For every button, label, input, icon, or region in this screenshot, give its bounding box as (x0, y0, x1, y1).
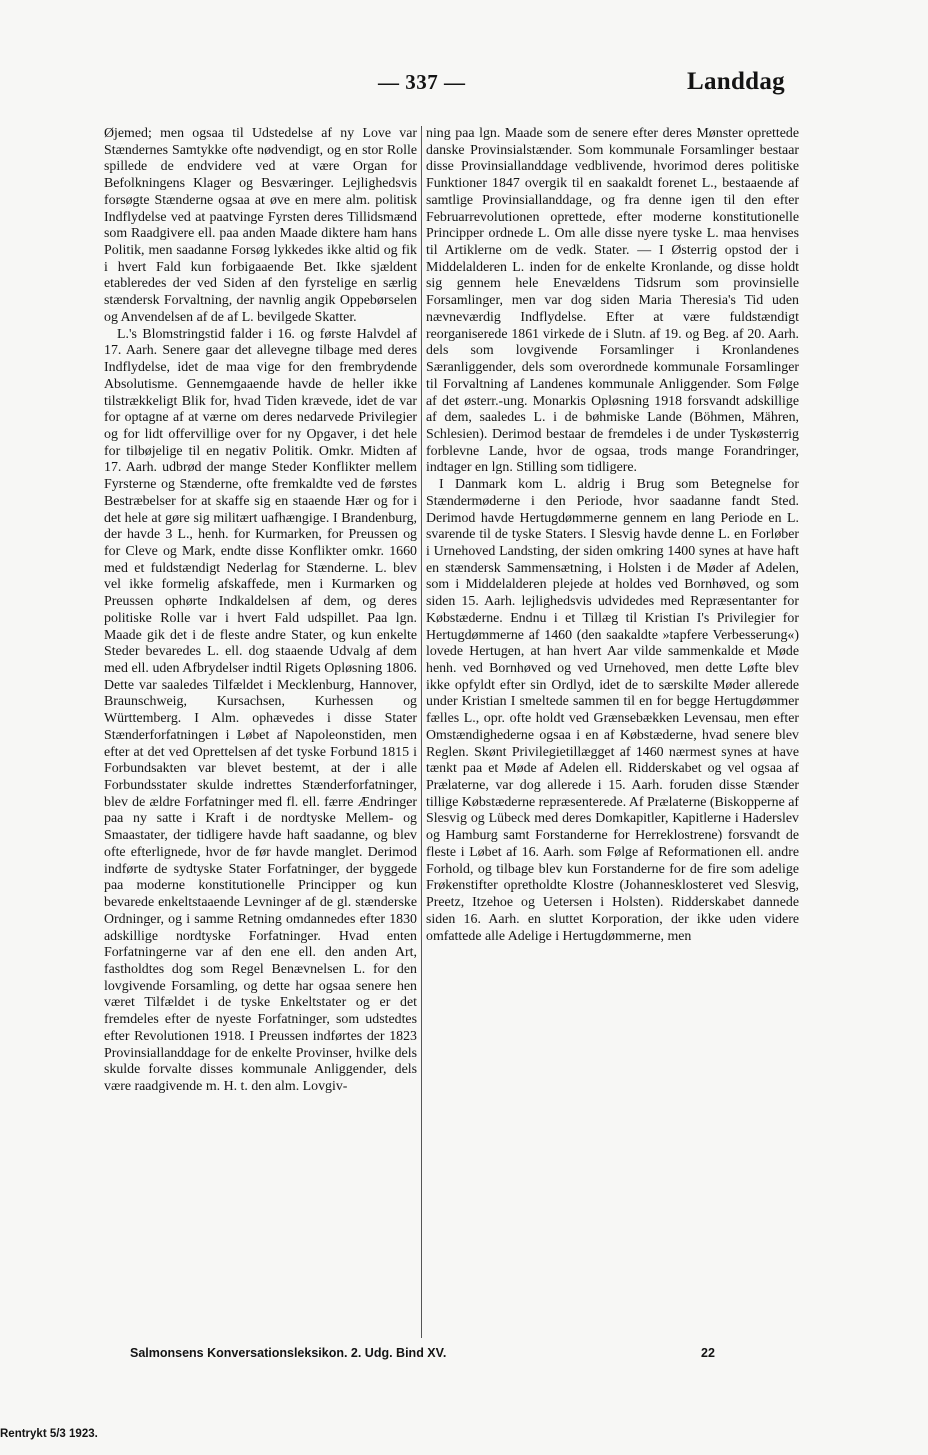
page-number: — 337 — (378, 70, 466, 94)
paragraph: ning paa lgn. Maade som de senere efter deres Mønster oprettede danske Provinsialstænder. Som kommunale Forsamlinger bestaar disse Provinsiallanddage vedblivende, hvorimod deres politiske Funktioner 1847 overgik til en saakaldt forenet L., bestaaende af samtlige Provinsiallanddage, og fra denne igen til den efter Februarrevolutionen oprettede, efter moderne konstitutionelle Principper ordnede L. Om alle disse nyere tyske L. maa henvises til Artiklerne om de vedk. Stater. — I Østerrig opstod der i Middelalderen L. inden for de enkelte Kronlande, og disse holdt sig gennem hele Enevældens Tidsrum som provinsielle Forsamlinger, men var dog siden Maria Theresia's Tid uden nævneværdig Indflydelse. Efter at være fuldstændigt reorganiserede 1861 virkede de i Slutn. af 19. og Beg. af 20. Aarh. dels som lovgivende Forsamlinger i Kronlandenes Særanliggender, dels som overordnede kommunale Forsamlinger til Forvaltning af Landenes kommunale Anliggender. Som Følge af det østerr.-ung. Monarkis Opløsning 1918 forsvandt adskillige af dem, saaledes L. i de bøhmiske Lande (Böhmen, Mähren, Schlesien). Derimod bestaar de fremdeles i de under Tyskøsterrig forblevne Lande, hvor de ogsaa, trods mange Forandringer, indtager en lgn. Stilling som tidligere. (426, 126, 799, 476)
column-divider (421, 126, 422, 1338)
paragraph: I Danmark kom L. aldrig i Brug som Betegnelse for Stændermøderne i den Periode, hvor saadanne fandt Sted. Derimod havde Hertugdømmerne gennem en lang Periode en L. svarende til de tyske Staters. I Slesvig havde denne L. en Forløber i Urnehoved Landsting, der siden omkring 1400 synes at have haft en stændersk Sammensætning, i Holsten i de Møder af Adelen, som i Middelalderen plejede at holdes ved Bornhøved, og som siden 15. Aarh. lejlighedsvis udvidedes med Repræsentanter for Købstæderne. Endnu i et Tillæg til Kristian I's Privilegier for Hertugdømmerne af 1460 (den saakaldte »tapfere Verbesserung«) lovede Hertugen, at han hvert Aar vilde sammenkalde et Møde henh. ved Bornhøved og ved Urnehoved, men dette Løfte blev ikke opfyldt efter sin Ordlyd, idet de to særskilte Møder allerede under Kristian I smeltede sammen til en for begge Hertugdømmer fælles L., opr. ofte holdt ved Grænsebækken Levensau, men efter Omstændighederne ogsaa i en af Købstæderne, hvad senere blev Reglen. Skønt Privilegietillægget af 1460 nærmest synes at have tænkt paa et Møde af Adelen ell. Ridderskabet og vel ogsaa af Prælaterne, var dog allerede i 15. Aarh. foruden disse Stænder tillige Købstæderne repræsenterede. Af Prælaterne (Biskopperne af Slesvig og Lübeck med deres Domkapitler, Kapitlerne i Haderslev og Hamburg samt Forstanderne for Herreklostrene) forsvandt de fleste i Løbet af 16. Aarh. som Følge af Reformationen ell. andre Forhold, og tilbage blev kun Forstanderne for de fire som adelige Frøkenstifter opretholdte Klostre (Johannesklosteret ved Slesvig, Preetz, Itzehoe og Uetersen i Holsten). Ridderskabet dannede siden 16. Aarh. en sluttet Korporation, der ikke uden videre omfattede alle Adelige i Hertugdømmerne, men (426, 477, 799, 944)
paragraph: L.'s Blomstringstid falder i 16. og første Halvdel af 17. Aarh. Senere gaar det allevegne tilbage med deres Indflydelse, idet de maa vige for den frembrydende Absolutisme. Gennemgaaende havde de heller ikke tilstrækkeligt Blik for, hvad Tiden krævede, idet de var for optagne af at værne om deres nedarvede Privilegier og for lidt offervillige over for ny Opgaver, i det hele for tilbøjelige til en negativ Politik. Omkr. Midten af 17. Aarh. udbrød der mange Steder Konflikter mellem Fyrsterne og Stænderne, ofte fremkaldte ved de førstes Bestræbelser for at skaffe sig en staaende Hær og for i det hele at gøre sig militært uafhængige. I Brandenburg, der havde 3 L., henh. for Kurmarken, for Preussen og for Cleve og Mark, endte disse Konflikter omkr. 1660 med et fuldstændigt Nederlag for Stænderne. L. blev vel ikke formelig afskaffede, men i Kurmarken og Preussen ophørte Indkaldelsen af dem, og deres politiske Rolle var i hvert Fald udspillet. Paa lgn. Maade gik det i de fleste andre Stater, og kun enkelte Steder bevaredes L. ell. dog staaende Udvalg af dem med ell. uden Afbrydelser indtil Rigets Opløsning 1806. Dette var saaledes Tilfældet i Mecklenburg, Hannover, Braunschweig, Kursachsen, Kurhessen og Württemberg. I Alm. ophævedes i disse Stater Stænderforfatningen i Løbet af Napoleonstiden, men efter at det ved Oprettelsen af det tyske Forbund 1815 i Forbundsakten var blevet bestemt, at der i alle Forbundsstater skulde indrettes Stænderforfatninger, blev de ældre Forfatninger med fl. ell. færre Ændringer paa ny satte i Kraft i de nordtyske Mellem- og Smaastater, der tidligere havde haft saadanne, og blev ofte efterlignede, hvor de før havde manglet. Derimod indførte de sydtyske Stater Forfatninger, der byggede paa moderne konstitutionelle Principper og kun bevarede enkeltstaaende Levninger af de gl. stænderske Ordninger, og i samme Retning omdannedes efter 1830 adskillige nordtyske Forfatninger. Hvad enten Forfatningerne var af den ene ell. den anden Art, fastholdtes dog som Regel Benævnelsen L. for den lovgivende Forsamling, og dette har ogsaa senere hen været Tilfældet i de tyske Enkeltstater og er det fremdeles efter de nyeste Forfatninger, som udstedtes efter Revolutionen 1918. I Preussen indførtes der 1823 Provinsiallanddage for de enkelte Provinser, hvilke dels skulde forvalte disses kommunale Anliggender, dels være raadgivende m. H. t. den alm. Lovgiv- (104, 326, 417, 1094)
left-text-column (104, 126, 417, 1344)
paragraph: Øjemed; men ogsaa til Udstedelse af ny Love var Stændernes Samtykke ofte nødvendigt, og en stor Rolle spillede de endvidere ved at være Organ for Befolkningens Klager og Besværinger. Lejlighedsvis forsøgte Stænderne ogsaa at øve en mere alm. politisk Indflydelse ved at paatvinge Fyrsten deres Tillidsmænd som Raadgivere ell. paa anden Maade diktere ham hans Politik, men saadanne Forsøg lykkedes ikke altid og fik i hvert Fald kun forbigaaende Bet. Ikke sjældent etableredes der ved Siden af den fyrstelige en særlig stændersk Forvaltning, der navnlig angik Oppebørselen og Anvendelsen af de af L. bevilgede Skatter. (104, 126, 417, 325)
imprint-note: Rentrykt 5/3 1923. (0, 1428, 98, 1440)
page-header-title: Landdag (687, 68, 785, 95)
publication-footer: Salmonsens Konversationsleksikon. 2. Udg. Bind XV. (130, 1346, 447, 1360)
sheet-number: 22 (701, 1346, 715, 1360)
right-text-column (426, 126, 799, 1344)
